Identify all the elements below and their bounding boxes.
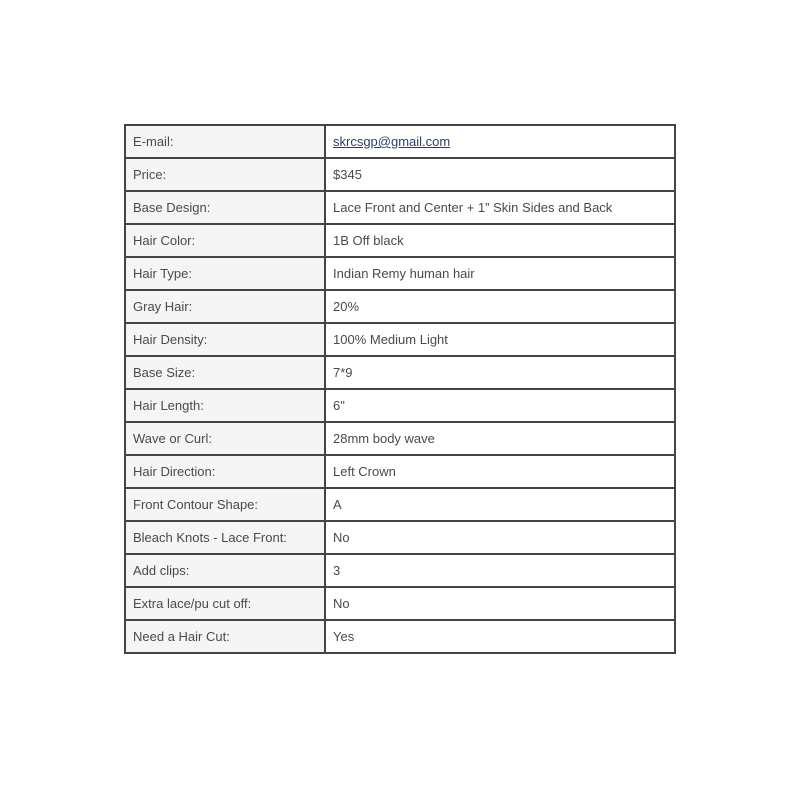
spec-label-gray-hair: Gray Hair: [125,290,325,323]
spec-value-price: $345 [325,158,675,191]
table-row [125,158,675,191]
spec-value-hair-type: Indian Remy human hair [325,257,675,290]
spec-label-email: E-mail: [125,125,325,158]
table-row [125,620,675,653]
spec-value-hair-length: 6" [325,389,675,422]
table-row [125,488,675,521]
table-row [125,356,675,389]
spec-label-bleach-knots: Bleach Knots - Lace Front: [125,521,325,554]
spec-value-front-contour-shape: A [325,488,675,521]
spec-label-need-hair-cut: Need a Hair Cut: [125,620,325,653]
spec-label-hair-direction: Hair Direction: [125,455,325,488]
table-row [125,125,675,158]
spec-value-need-hair-cut: Yes [325,620,675,653]
table-row [125,191,675,224]
spec-label-extra-lace-cut-off: Extra lace/pu cut off: [125,587,325,620]
spec-value-base-size: 7*9 [325,356,675,389]
spec-value-wave-or-curl: 28mm body wave [325,422,675,455]
table-row [125,422,675,455]
table-row [125,290,675,323]
spec-label-price: Price: [125,158,325,191]
table-row [125,323,675,356]
spec-value-hair-direction: Left Crown [325,455,675,488]
spec-label-hair-type: Hair Type: [125,257,325,290]
order-specs-table [124,124,676,654]
table-row [125,587,675,620]
email-link[interactable]: skrcsgp@gmail.com [333,134,451,149]
spec-label-base-size: Base Size: [125,356,325,389]
spec-value-hair-color: 1B Off black [325,224,675,257]
spec-label-base-design: Base Design: [125,191,325,224]
spec-label-hair-color: Hair Color: [125,224,325,257]
table-row [125,257,675,290]
table-row [125,389,675,422]
spec-label-hair-length: Hair Length: [125,389,325,422]
spec-value-extra-lace-cut-off: No [325,587,675,620]
spec-label-add-clips: Add clips: [125,554,325,587]
spec-value-hair-density: 100% Medium Light [325,323,675,356]
spec-value-base-design: Lace Front and Center + 1” Skin Sides and Back [325,191,675,224]
table-row [125,521,675,554]
spec-value-email [325,125,675,158]
table-row [125,224,675,257]
table-row [125,554,675,587]
spec-value-add-clips: 3 [325,554,675,587]
spec-label-wave-or-curl: Wave or Curl: [125,422,325,455]
table-row [125,455,675,488]
spec-label-hair-density: Hair Density: [125,323,325,356]
spec-label-front-contour-shape: Front Contour Shape: [125,488,325,521]
spec-value-bleach-knots: No [325,521,675,554]
spec-value-gray-hair: 20% [325,290,675,323]
